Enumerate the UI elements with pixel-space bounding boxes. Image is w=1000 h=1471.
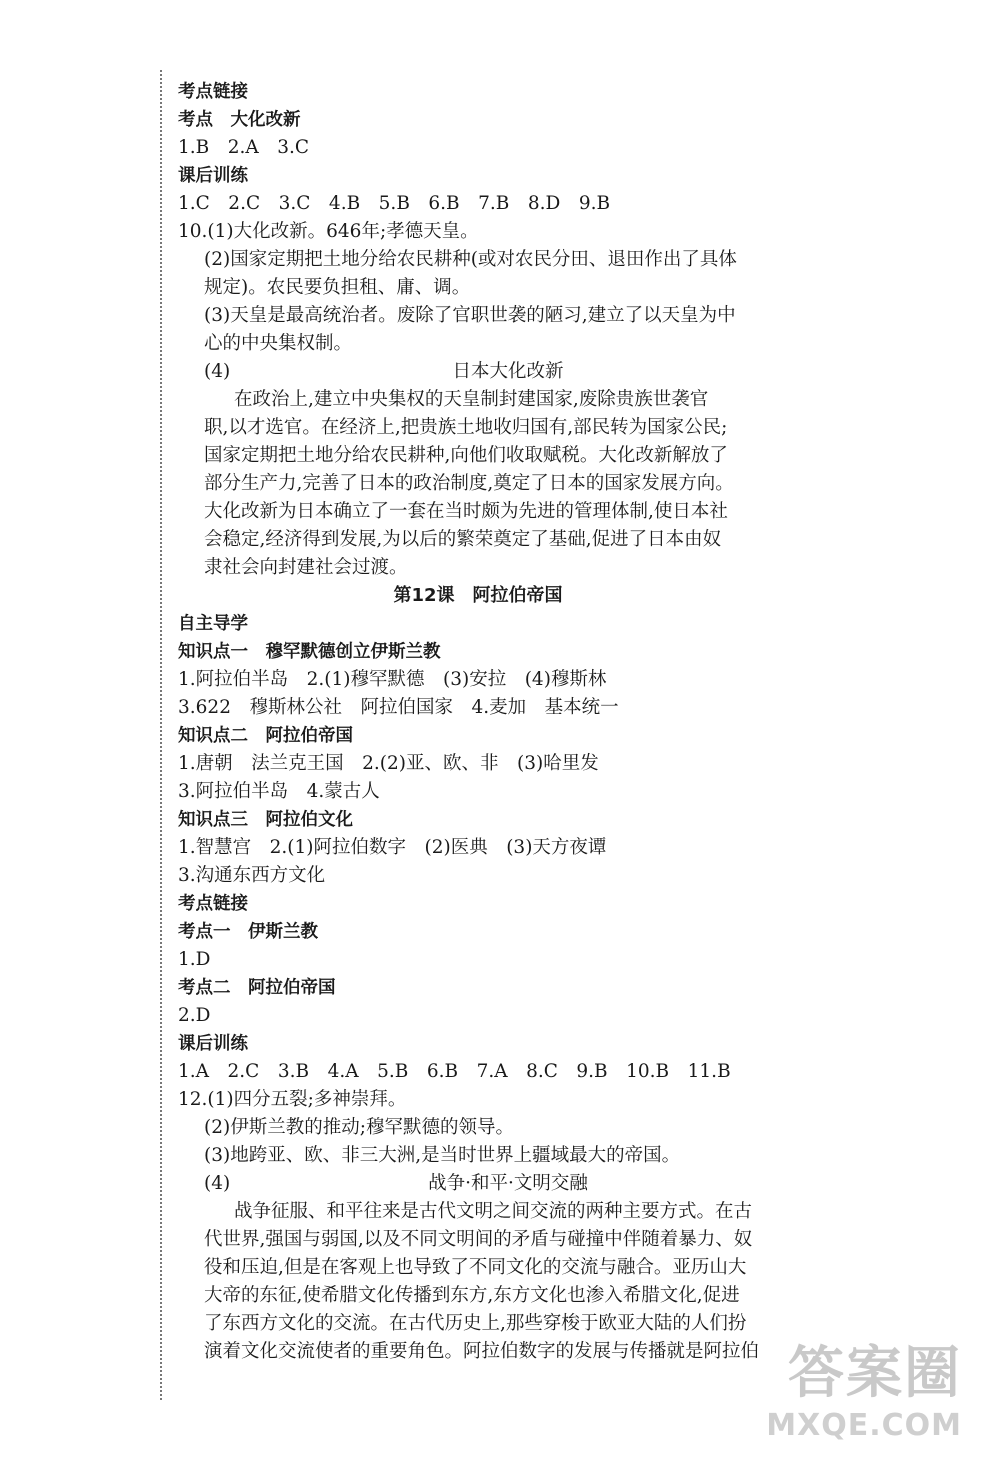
answer-line: (2)伊斯兰教的推动;穆罕默德的领导。 <box>204 1117 514 1138</box>
lesson-title: 第12课 阿拉伯帝国 <box>393 585 563 606</box>
answer-page <box>178 78 778 1366</box>
essay-title: 日本大化改新 <box>452 361 564 382</box>
essay-number: (4) <box>204 1173 231 1194</box>
watermark <box>720 1329 970 1449</box>
section-heading: 自主导学 <box>178 614 248 634</box>
answer-line: 1.D <box>178 949 211 970</box>
answer-line: 1.唐朝 法兰克王国 2.(2)亚、欧、非 (3)哈里发 <box>178 753 599 774</box>
essay-paragraph-line: 战争征服、和平往来是古代文明之间交流的两种主要方式。在古 <box>234 1201 753 1222</box>
exam-point-heading: 考点一 伊斯兰教 <box>178 922 318 942</box>
essay-paragraph-line: 大化改新为日本确立了一套在当时颇为先进的管理体制,使日本社 <box>204 501 728 522</box>
essay-paragraph-line: 会稳定,经济得到发展,为以后的繁荣奠定了基础,促进了日本由奴 <box>204 529 722 550</box>
answer-line: 规定)。农民要负担租、庸、调。 <box>204 277 471 298</box>
section-heading: 课后训练 <box>178 166 248 186</box>
essay-paragraph-line: 部分生产力,完善了日本的政治制度,奠定了日本的国家发展方向。 <box>204 473 734 494</box>
answer-line: 3.622 穆斯林公社 阿拉伯国家 4.麦加 基本统一 <box>178 697 619 718</box>
answer-line: 2.D <box>178 1005 211 1026</box>
answer-line: 心的中央集权制。 <box>204 333 353 354</box>
answer-line: 3.阿拉伯半岛 4.蒙古人 <box>178 781 380 802</box>
essay-paragraph-line: 在政治上,建立中央集权的天皇制封建国家,废除贵族世袭官 <box>234 389 709 410</box>
essay-heading-row <box>178 1170 778 1198</box>
section-heading: 考点链接 <box>178 894 248 914</box>
answer-line: (2)国家定期把土地分给农民耕种(或对农民分田、退田作出了具体 <box>204 249 737 270</box>
exam-point-heading: 考点 大化改新 <box>178 110 301 130</box>
answer-line: 3.沟通东西方文化 <box>178 865 326 886</box>
answer-line: 1.阿拉伯半岛 2.(1)穆罕默德 (3)安拉 (4)穆斯林 <box>178 669 607 690</box>
answer-line: 1.C 2.C 3.C 4.B 5.B 6.B 7.B 8.D 9.B <box>178 193 611 214</box>
answer-line: 1.B 2.A 3.C <box>178 137 310 158</box>
essay-paragraph-line: 职,以才选官。在经济上,把贵族土地收归国有,部民转为国家公民; <box>204 417 728 438</box>
essay-heading-row <box>178 358 778 386</box>
section-heading: 课后训练 <box>178 1034 248 1054</box>
knowledge-point-heading: 知识点三 阿拉伯文化 <box>178 810 353 830</box>
watermark-url: MXQE.COM <box>766 1408 962 1443</box>
essay-paragraph-line: 大帝的东征,使希腊文化传播到东方,东方文化也渗入希腊文化,促进 <box>204 1285 740 1306</box>
answer-line: 1.A 2.C 3.B 4.A 5.B 6.B 7.A 8.C 9.B 10.B 11.B <box>178 1061 731 1082</box>
essay-paragraph-line: 演着文化交流使者的重要角色。阿拉伯数字的发展与传播就是阿拉伯 <box>204 1341 760 1362</box>
answer-line: 10.(1)大化改新。646年;孝德天皇。 <box>178 221 479 242</box>
essay-paragraph-line: 国家定期把土地分给农民耕种,向他们收取赋税。大化改新解放了 <box>204 445 728 466</box>
essay-paragraph-line: 代世界,强国与弱国,以及不同文明间的矛盾与碰撞中伴随着暴力、奴 <box>204 1229 753 1250</box>
section-heading: 考点链接 <box>178 82 248 102</box>
essay-number: (4) <box>204 361 231 382</box>
answer-line: 1.智慧宫 2.(1)阿拉伯数字 (2)医典 (3)天方夜谭 <box>178 837 607 858</box>
essay-title: 战争·和平·文明交融 <box>428 1173 588 1194</box>
margin-dotted-line <box>160 70 162 1400</box>
essay-paragraph-line: 役和压迫,但是在客观上也导致了不同文化的交流与融合。亚历山大 <box>204 1257 747 1278</box>
exam-point-heading: 考点二 阿拉伯帝国 <box>178 978 336 998</box>
knowledge-point-heading: 知识点一 穆罕默德创立伊斯兰教 <box>178 642 441 662</box>
answer-line: 12.(1)四分五裂;多神崇拜。 <box>178 1089 407 1110</box>
answer-line: (3)天皇是最高统治者。废除了官职世袭的陋习,建立了以天皇为中 <box>204 305 736 326</box>
watermark-logo: 答案圈 <box>788 1341 962 1406</box>
answer-line: (3)地跨亚、欧、非三大洲,是当时世界上疆域最大的帝国。 <box>204 1145 681 1166</box>
essay-paragraph-line: 了东西方文化的交流。在古代历史上,那些穿梭于欧亚大陆的人们扮 <box>204 1313 747 1334</box>
essay-paragraph-line: 隶社会向封建社会过渡。 <box>204 557 408 578</box>
knowledge-point-heading: 知识点二 阿拉伯帝国 <box>178 726 353 746</box>
